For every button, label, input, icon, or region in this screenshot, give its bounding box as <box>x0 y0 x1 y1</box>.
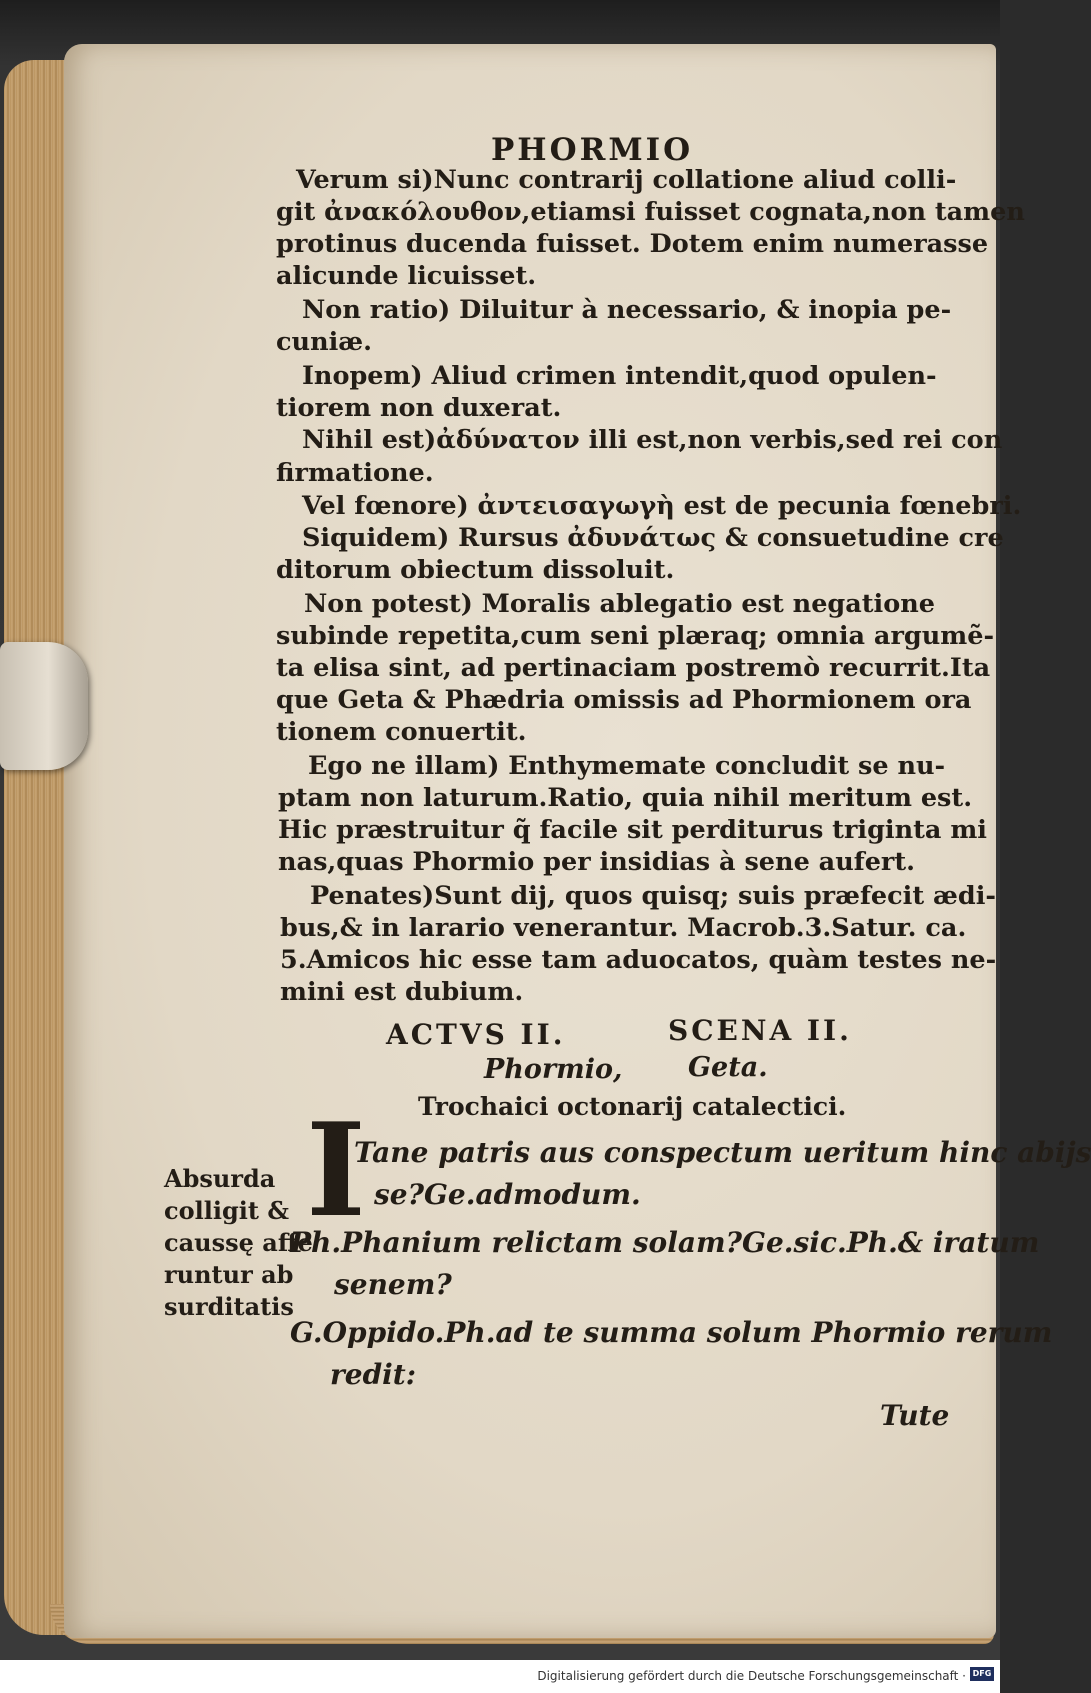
meter-heading: Trochaici octonarij catalectici. <box>418 1092 847 1121</box>
commentary-line: Siquidem) Rursus ἀδυνάτως & consuetudine cre <box>302 523 1004 553</box>
verse-line: senem? <box>334 1268 452 1301</box>
dfg-logo-icon: DFG <box>970 1667 994 1681</box>
margin-note-line: caussę affe <box>164 1228 313 1257</box>
commentary-line: cuniæ. <box>276 327 373 357</box>
footer-bar <box>0 1660 1000 1693</box>
margin-note-line: Absurda <box>164 1164 276 1193</box>
persona-phormio: Phormio, <box>484 1054 623 1085</box>
footer-credit: Digitalisierung gefördert durch die Deutsche Forschungsgemeinschaft · <box>537 1669 966 1683</box>
commentary-line: Non potest) Moralis ablegatio est negatione <box>304 589 936 619</box>
verse-line: se?Ge.admodum. <box>374 1178 641 1211</box>
commentary-line: ptam non laturum.Ratio, quia nihil meritum est. <box>278 783 973 813</box>
drop-cap-initial: I <box>306 1096 366 1246</box>
commentary-line: Ego ne illam) Enthymemate concludit se nu- <box>308 751 946 781</box>
commentary-line: Non ratio) Diluitur à necessario, & inopia pe- <box>302 295 952 325</box>
book-page <box>64 44 1091 1638</box>
commentary-line: tionem conuertit. <box>276 717 527 747</box>
commentary-line: tiorem non duxerat. <box>276 393 562 423</box>
running-head: PHORMIO <box>491 132 694 168</box>
commentary-line: Hic præstruitur q̃ facile sit perditurus triginta mi <box>278 815 987 845</box>
commentary-line: ditorum obiectum dissoluit. <box>276 555 675 585</box>
act-heading: ACTVS II. <box>386 1018 566 1051</box>
margin-note-line: surditatis <box>164 1292 294 1321</box>
margin-note-line: runtur ab <box>164 1260 294 1289</box>
commentary-line: ta elisa sint, ad pertinaciam postremò recurrit.Ita <box>276 653 991 683</box>
book-clasp <box>0 642 88 770</box>
verse-line: Tane patris aus conspectum ueritum hinc abijs <box>354 1136 1091 1169</box>
commentary-line: Verum si)Nunc contrarij collatione aliud colli- <box>296 165 957 195</box>
commentary-line: subinde repetita,cum seni plæraq; omnia argumẽ- <box>276 621 995 651</box>
commentary-line: Inopem) Aliud crimen intendit,quod opulen- <box>302 361 937 391</box>
commentary-line: bus,& in larario venerantur. Macrob.3.Satur. ca. <box>280 913 967 943</box>
catchword: Tute <box>880 1399 950 1432</box>
scene-heading: SCENA II. <box>668 1014 852 1047</box>
commentary-line: git ἀνακόλουθον,etiamsi fuisset cognata,non tamen <box>276 197 1025 227</box>
commentary-line: nas,quas Phormio per insidias à sene aufert. <box>278 847 916 877</box>
margin-note-line: colligit & <box>164 1196 289 1225</box>
verse-line: redit: <box>330 1358 417 1391</box>
persona-geta: Geta. <box>688 1052 768 1083</box>
commentary-line: alicunde licuisset. <box>276 261 537 291</box>
book-fore-edge <box>4 60 70 1635</box>
commentary-line: firmatione. <box>276 458 434 488</box>
verse-line: Ph.Phanium relictam solam?Ge.sic.Ph.& iratum <box>290 1226 1040 1259</box>
commentary-line: mini est dubium. <box>280 977 524 1007</box>
commentary-line: Vel fœnore) ἀντεισαγωγὴ est de pecunia fœnebri. <box>302 491 1022 521</box>
commentary-line: protinus ducenda fuisset. Dotem enim numerasse <box>276 229 989 259</box>
commentary-line: Penates)Sunt dij, quos quisq; suis præfecit ædi- <box>310 881 996 911</box>
commentary-line: 5.Amicos hic esse tam aduocatos, quàm testes ne- <box>280 945 997 975</box>
commentary-line: que Geta & Phædria omissis ad Phormionem ora <box>276 685 972 715</box>
verse-line: G.Oppido.Ph.ad te summa solum Phormio rerum <box>290 1316 1053 1349</box>
page-text <box>64 44 1091 1638</box>
commentary-line: Nihil est)ἀδύνατον illi est,non verbis,sed rei con <box>302 425 1003 455</box>
